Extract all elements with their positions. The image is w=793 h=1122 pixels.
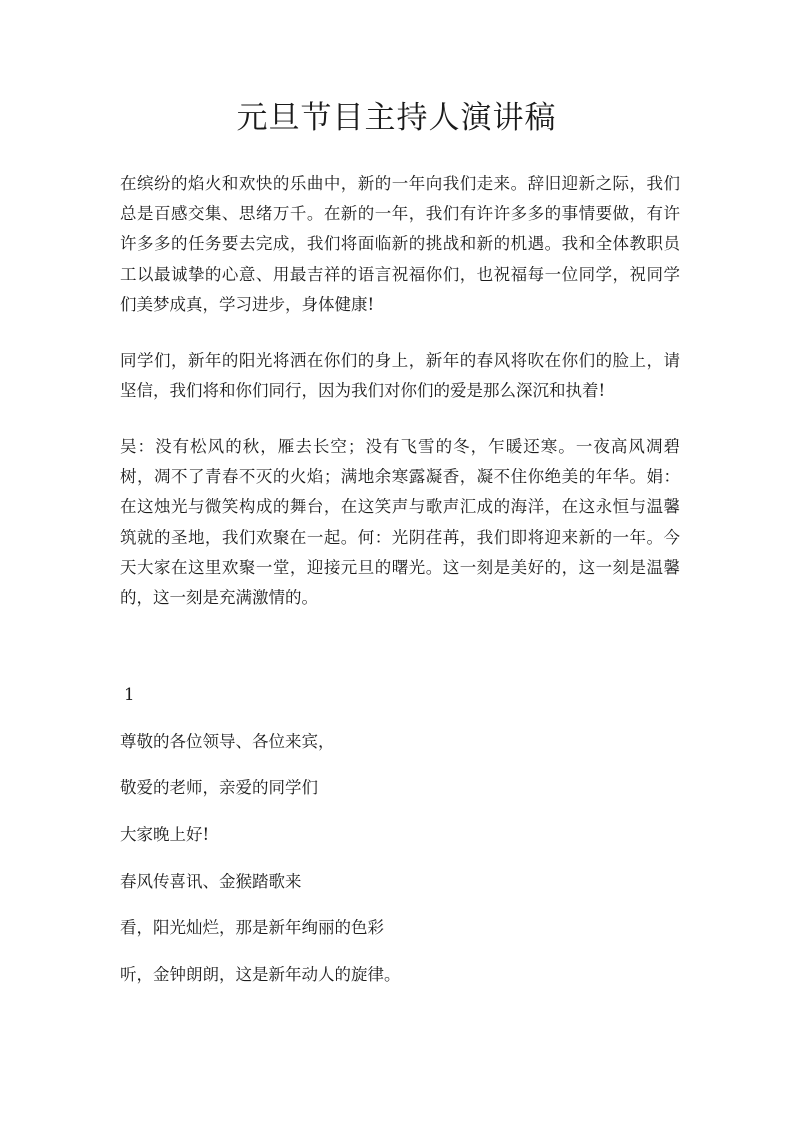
speech-line: 春风传喜讯、金猴踏歌来 xyxy=(120,872,302,891)
paragraph-hosts: 吴：没有松风的秋，雁去长空；没有飞雪的冬，乍暖还寒。一夜高风凋碧树，凋不了青春不灭的火焰；满地余寒露凝香，凝不住你绝美的年华。娟：在这烛光与微笑构成的舞台，在这笑声与歌声汇成的海洋，在这永恒与温馨筑就的圣地，我们欢聚在一起。何：光阴荏苒，我们即将迎来新的一年。今天大家在这里欢聚一堂，迎接元旦的曙光。这一刻是美好的，这一刻是温馨的，这一刻是充满激情的。 xyxy=(120,437,680,608)
speech-line: 看，阳光灿烂，那是新年绚丽的色彩 xyxy=(120,918,384,937)
speech-line: 尊敬的各位领导、各位来宾， xyxy=(120,732,335,751)
speech-line: 敬爱的老师，亲爱的同学们 xyxy=(120,778,318,797)
document-title: 元旦节目主持人演讲稿 xyxy=(236,100,557,136)
paragraph-intro: 在缤纷的焰火和欢快的乐曲中，新的一年向我们走来。辞旧迎新之际，我们总是百感交集、思绪万千。在新的一年，我们有许许多多的事情要做，有许许多多的任务要去完成，我们将面临新的挑战和新的机遇。我和全体教职员工以最诚挚的心意、用最吉祥的语言祝福你们，也祝福每一位同学，祝同学们美梦成真，学习进步，身体健康! xyxy=(120,174,680,314)
paragraph-students: 同学们，新年的阳光将洒在你们的身上，新年的春风将吹在你们的脸上，请坚信，我们将和你们同行，因为我们对你们的爱是那么深沉和执着! xyxy=(120,351,680,401)
speech-line: 大家晚上好! xyxy=(120,825,210,844)
speech-line: 听，金钟朗朗，这是新年动人的旋律。 xyxy=(120,965,401,984)
section-number: 1 xyxy=(124,685,135,704)
